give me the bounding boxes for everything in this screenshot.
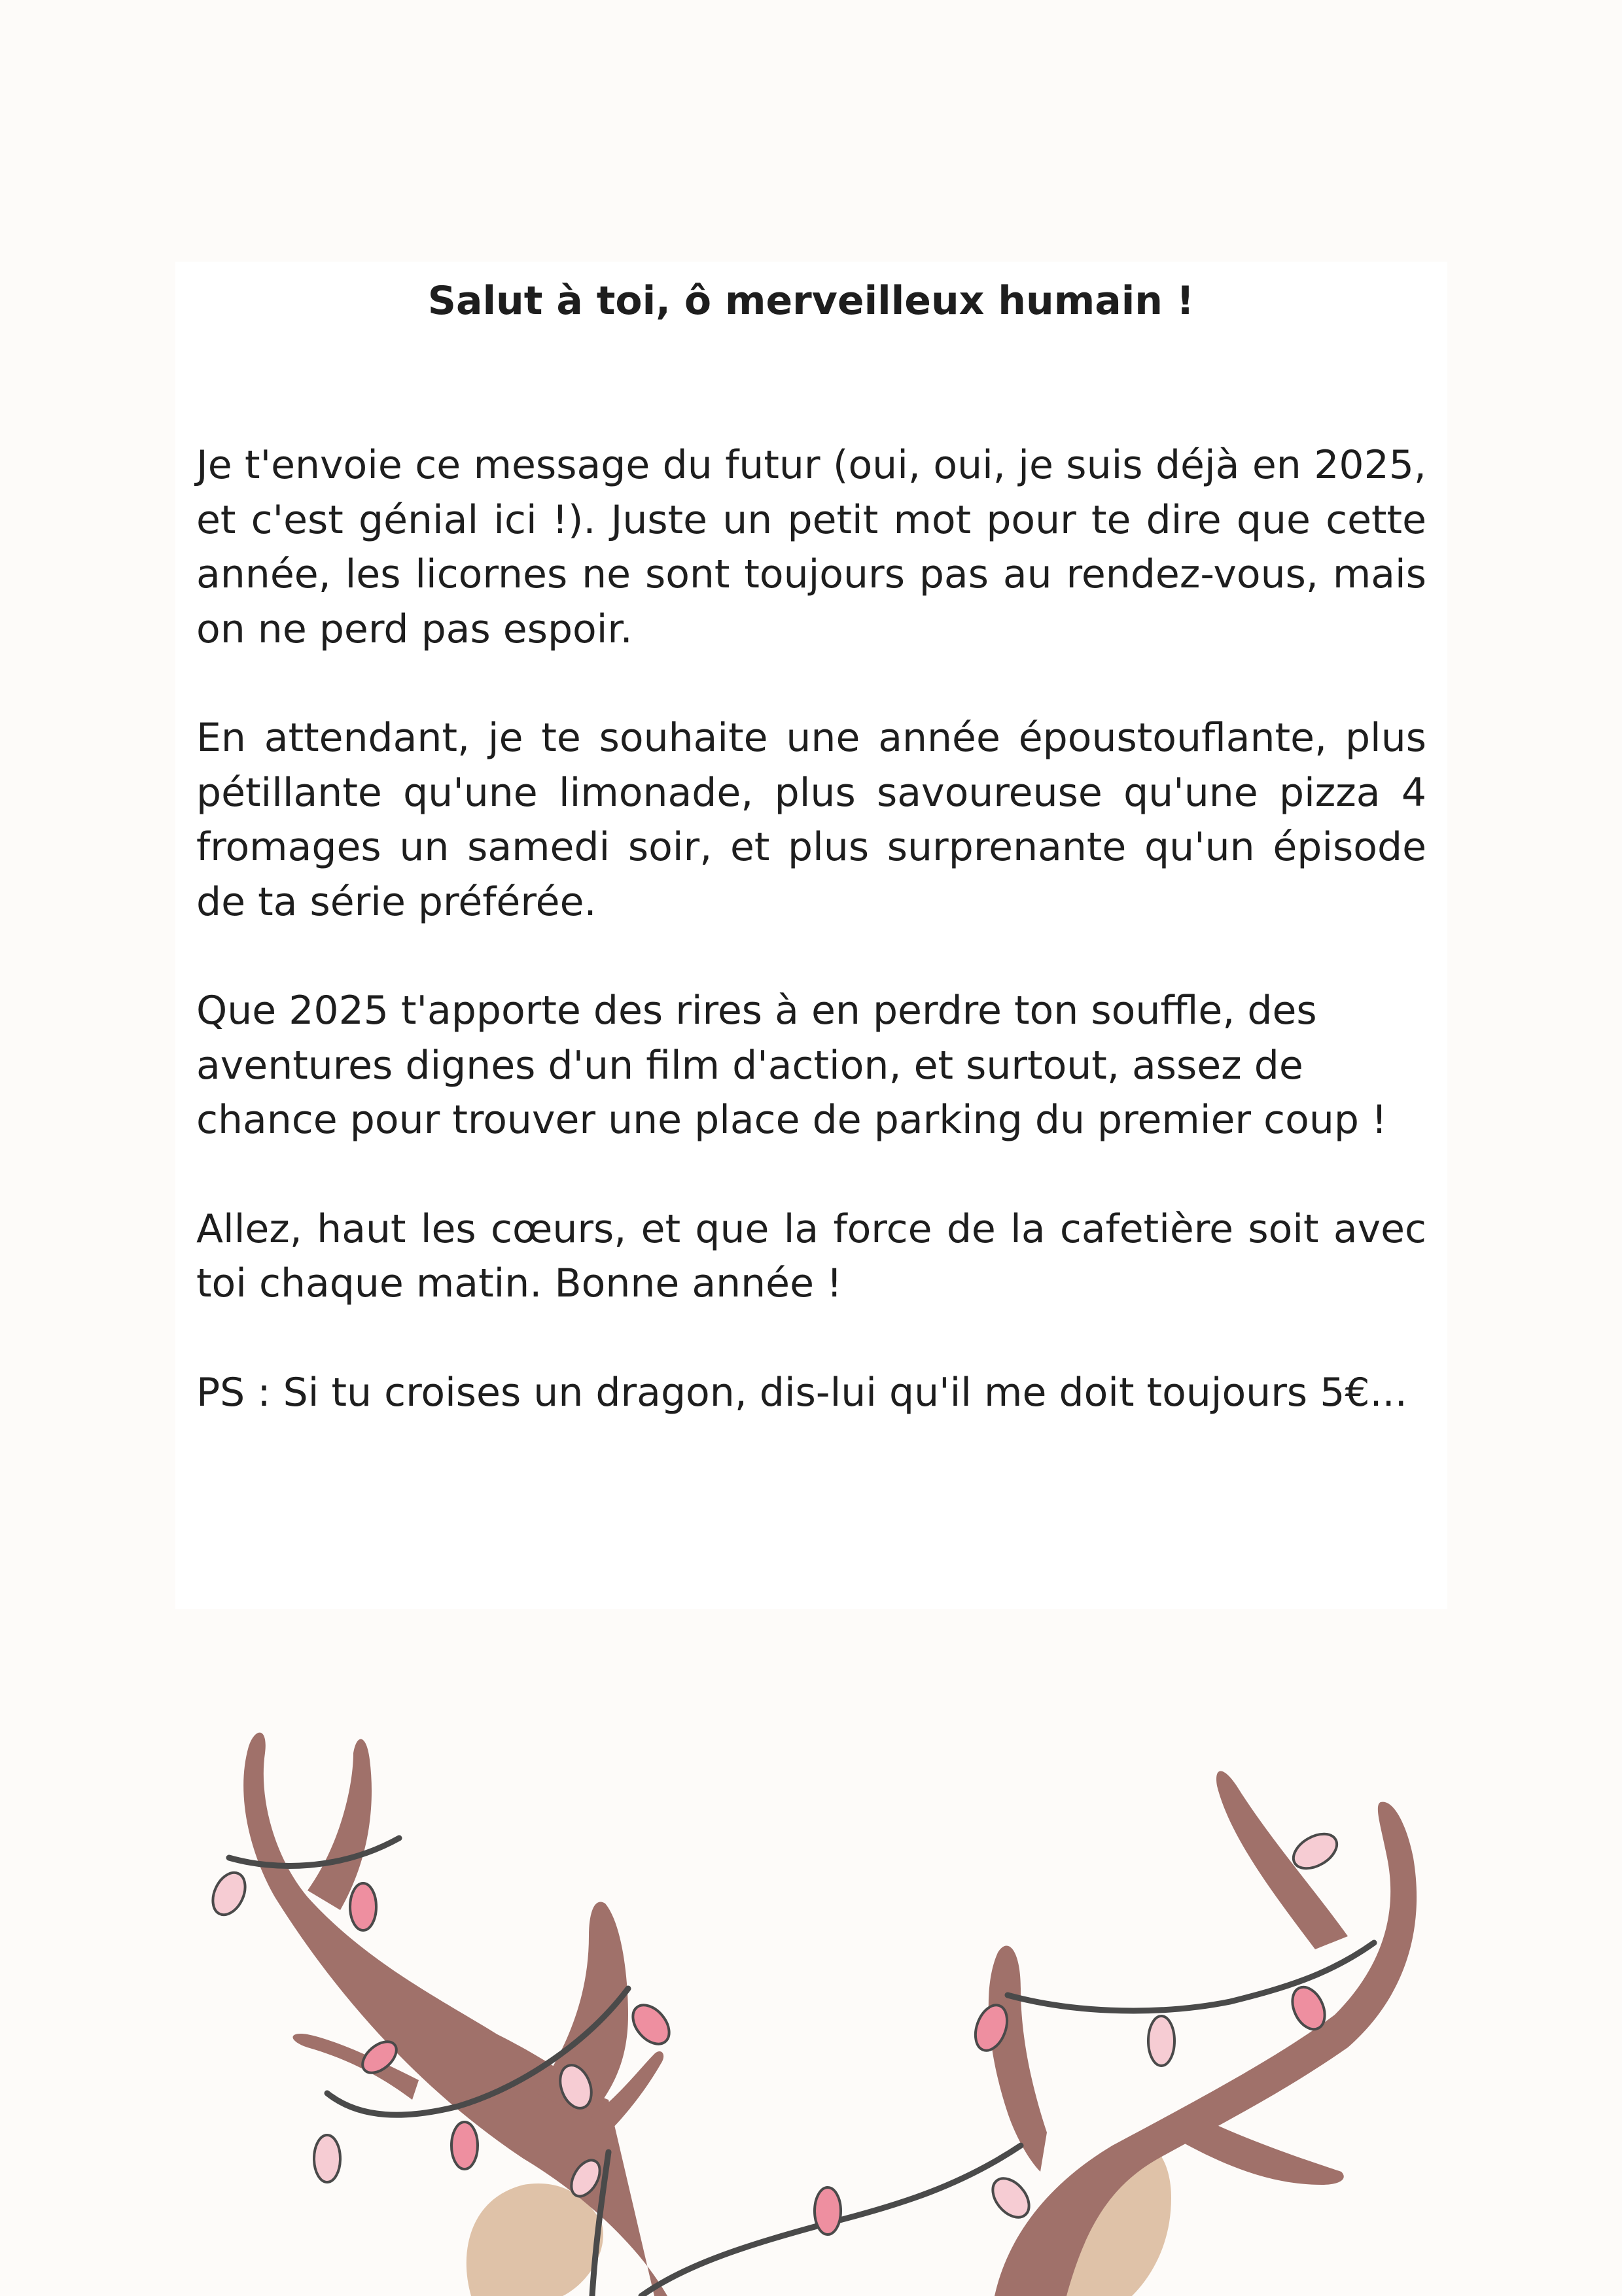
string-lights-wire: [229, 1838, 1374, 2296]
light-bulb: [985, 2172, 1036, 2224]
paragraph-cheer-up: Allez, haut les cœurs, et que la force de la cafetière soit avec toi chaque matin. Bonne année !: [196, 1206, 1426, 1306]
letter-body: [196, 438, 1426, 1474]
paragraph-wishes: En attendant, je te souhaite une année époustouflante, plus pétillante qu'une limonade, plus savoureuse qu'une pizza 4 fromages un samedi soir, et plus surprenante qu'un épisode de ta série préférée.: [196, 715, 1426, 925]
paragraph-future-message: Je t'envoie ce message du futur (oui, oui, je suis déjà en 2025, et c'est génial ici !). Juste un petit mot pour te dire que cette année, les licornes ne sont toujours pas au rendez-vous, mais on ne perd pas espoir.: [196, 442, 1426, 652]
light-bulb: [207, 1868, 252, 1920]
light-bulb: [314, 2135, 340, 2182]
light-bulb: [626, 1998, 676, 2051]
reindeer-antlers-icon: [0, 1727, 1622, 2296]
light-bulb: [451, 2122, 478, 2169]
paragraph-postscript: PS : Si tu croises un dragon, dis-lui qu'il me doit toujours 5€...: [196, 1369, 1407, 1416]
light-bulb: [815, 2187, 841, 2235]
greeting-title: Salut à toi, ô merveilleux humain !: [427, 278, 1195, 324]
light-bulb: [1148, 2016, 1174, 2066]
right-antler-shape: [989, 1771, 1417, 2296]
light-bulb: [350, 1883, 376, 1930]
paragraph-2025-hopes: Que 2025 t'apporte des rires à en perdre ton souffle, des aventures dignes d'un film d'action, et surtout, assez de chance pour trouver une place de parking du premier coup !: [196, 988, 1388, 1143]
